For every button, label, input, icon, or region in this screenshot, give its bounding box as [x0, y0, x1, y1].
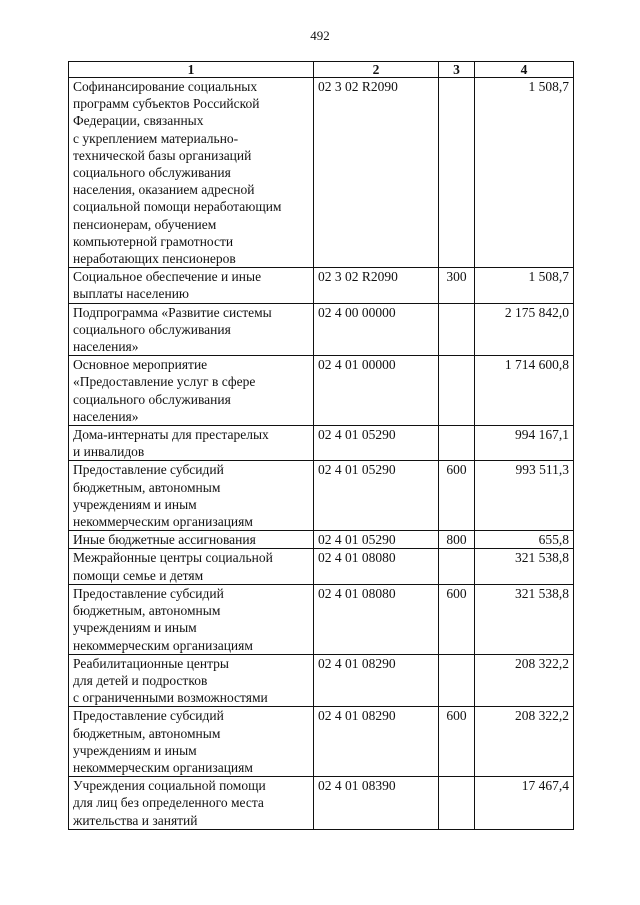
row-amount-cell: 994 167,1 [475, 426, 574, 461]
row-name-line: пенсионерам, обучением [73, 216, 217, 232]
row-type-cell [439, 426, 475, 461]
row-type-cell [439, 549, 475, 584]
row-name-cell [69, 268, 314, 303]
table-body [69, 78, 574, 830]
table-row [69, 654, 574, 707]
row-name-cell [69, 584, 314, 654]
column-header-3: 3 [439, 62, 475, 78]
row-name-line: некоммерческим организациям [73, 637, 253, 653]
row-name-line: для детей и подростков [73, 672, 208, 688]
row-name-cell [69, 654, 314, 707]
row-name-cell [69, 303, 314, 356]
row-name-line: учреждениям и иным [73, 742, 197, 758]
row-name-line: и инвалидов [73, 444, 145, 460]
table-row [69, 531, 574, 549]
row-code-cell: 02 4 01 05290 [314, 426, 439, 461]
row-name-line: Основное мероприятие [73, 357, 208, 373]
row-name-line: с укреплением материально- [73, 130, 239, 146]
row-name-line: социального обслуживания [73, 321, 231, 337]
row-type-cell: 600 [439, 461, 475, 531]
row-name-cell [69, 777, 314, 830]
row-name-line: Дома-интернаты для престарелых [73, 427, 269, 443]
budget-table [68, 61, 574, 830]
row-type-cell: 600 [439, 584, 475, 654]
row-name-line: бюджетным, автономным [73, 725, 221, 741]
row-name-line: населения» [73, 339, 139, 355]
page-number: 492 [310, 28, 330, 43]
row-name-cell [69, 531, 314, 549]
row-name-line: бюджетным, автономным [73, 479, 221, 495]
table-row [69, 268, 574, 303]
row-name-line: Иные бюджетные ассигнования [73, 532, 256, 548]
row-amount-cell: 17 467,4 [475, 777, 574, 830]
row-name-cell [69, 78, 314, 268]
row-name-line: с ограниченными возможностями [73, 690, 268, 706]
row-name-line: Социальное обеспечение и иные [73, 269, 262, 285]
row-name-cell [69, 356, 314, 426]
row-amount-cell: 321 538,8 [475, 584, 574, 654]
column-header-1: 1 [69, 62, 314, 78]
table-row [69, 461, 574, 531]
row-name-line: населения» [73, 408, 139, 424]
row-name-line: социального обслуживания [73, 391, 231, 407]
row-amount-cell: 321 538,8 [475, 549, 574, 584]
row-name-line: неработающих пенсионеров [73, 251, 236, 267]
row-name-line: для лиц без определенного места [73, 795, 264, 811]
row-name-line: Софинансирование социальных [73, 79, 258, 94]
table-row [69, 356, 574, 426]
row-name-line: учреждениям и иным [73, 620, 197, 636]
row-type-cell [439, 78, 475, 268]
table-row [69, 549, 574, 584]
row-code-cell: 02 4 01 08290 [314, 654, 439, 707]
row-code-cell: 02 4 01 08390 [314, 777, 439, 830]
row-name-line: бюджетным, автономным [73, 603, 221, 619]
row-type-cell [439, 303, 475, 356]
row-name-line: помощи семье и детям [73, 567, 204, 583]
row-amount-cell: 655,8 [475, 531, 574, 549]
row-type-cell [439, 356, 475, 426]
row-code-cell: 02 4 01 08080 [314, 584, 439, 654]
row-name-line: Федерации, связанных [73, 113, 204, 129]
table-row [69, 303, 574, 356]
row-type-cell [439, 654, 475, 707]
row-name-cell [69, 549, 314, 584]
row-type-cell [439, 777, 475, 830]
row-type-cell: 600 [439, 707, 475, 777]
row-name-line: населения, оказанием адресной [73, 182, 255, 198]
row-name-line: Учреждения социальной помощи [73, 778, 266, 794]
column-header-4: 4 [475, 62, 574, 78]
row-name-line: Подпрограмма «Развитие системы [73, 304, 272, 320]
row-code-cell: 02 4 01 08290 [314, 707, 439, 777]
row-amount-cell: 1 508,7 [475, 268, 574, 303]
row-type-cell: 300 [439, 268, 475, 303]
table-row [69, 584, 574, 654]
row-name-line: технической базы организаций [73, 147, 252, 163]
row-name-line: социальной помощи неработающим [73, 199, 282, 215]
row-name-line: социального обслуживания [73, 165, 231, 181]
row-amount-cell: 1 508,7 [475, 78, 574, 268]
row-type-cell: 800 [439, 531, 475, 549]
row-name-line: выплаты населению [73, 286, 190, 302]
table-row [69, 78, 574, 268]
row-name-line: некоммерческим организациям [73, 759, 253, 775]
row-amount-cell: 208 322,2 [475, 707, 574, 777]
row-amount-cell: 2 175 842,0 [475, 303, 574, 356]
row-name-line: Предоставление субсидий [73, 708, 224, 724]
row-name-line: жительства и занятий [73, 812, 198, 828]
column-header-2: 2 [314, 62, 439, 78]
row-name-line: компьютерной грамотности [73, 233, 234, 249]
table-row [69, 777, 574, 830]
row-amount-cell: 993 511,3 [475, 461, 574, 531]
row-amount-cell: 208 322,2 [475, 654, 574, 707]
table-header-row [69, 62, 574, 78]
row-code-cell: 02 4 01 08080 [314, 549, 439, 584]
row-name-line: «Предоставление услуг в сфере [73, 374, 256, 390]
row-name-line: Межрайонные центры социальной [73, 550, 273, 566]
row-code-cell: 02 4 01 00000 [314, 356, 439, 426]
row-code-cell: 02 3 02 R2090 [314, 268, 439, 303]
row-name-line: учреждениям и иным [73, 496, 197, 512]
table-row [69, 426, 574, 461]
row-amount-cell: 1 714 600,8 [475, 356, 574, 426]
row-code-cell: 02 4 01 05290 [314, 461, 439, 531]
row-name-line: Предоставление субсидий [73, 585, 224, 601]
row-name-line: Реабилитационные центры [73, 655, 230, 671]
row-name-line: программ субъектов Российской [73, 96, 260, 112]
row-name-cell [69, 707, 314, 777]
row-name-cell [69, 461, 314, 531]
row-code-cell: 02 3 02 R2090 [314, 78, 439, 268]
row-name-line: некоммерческим организациям [73, 514, 253, 530]
row-name-line: Предоставление субсидий [73, 462, 224, 478]
table-row [69, 707, 574, 777]
row-code-cell: 02 4 00 00000 [314, 303, 439, 356]
row-code-cell: 02 4 01 05290 [314, 531, 439, 549]
row-name-cell [69, 426, 314, 461]
